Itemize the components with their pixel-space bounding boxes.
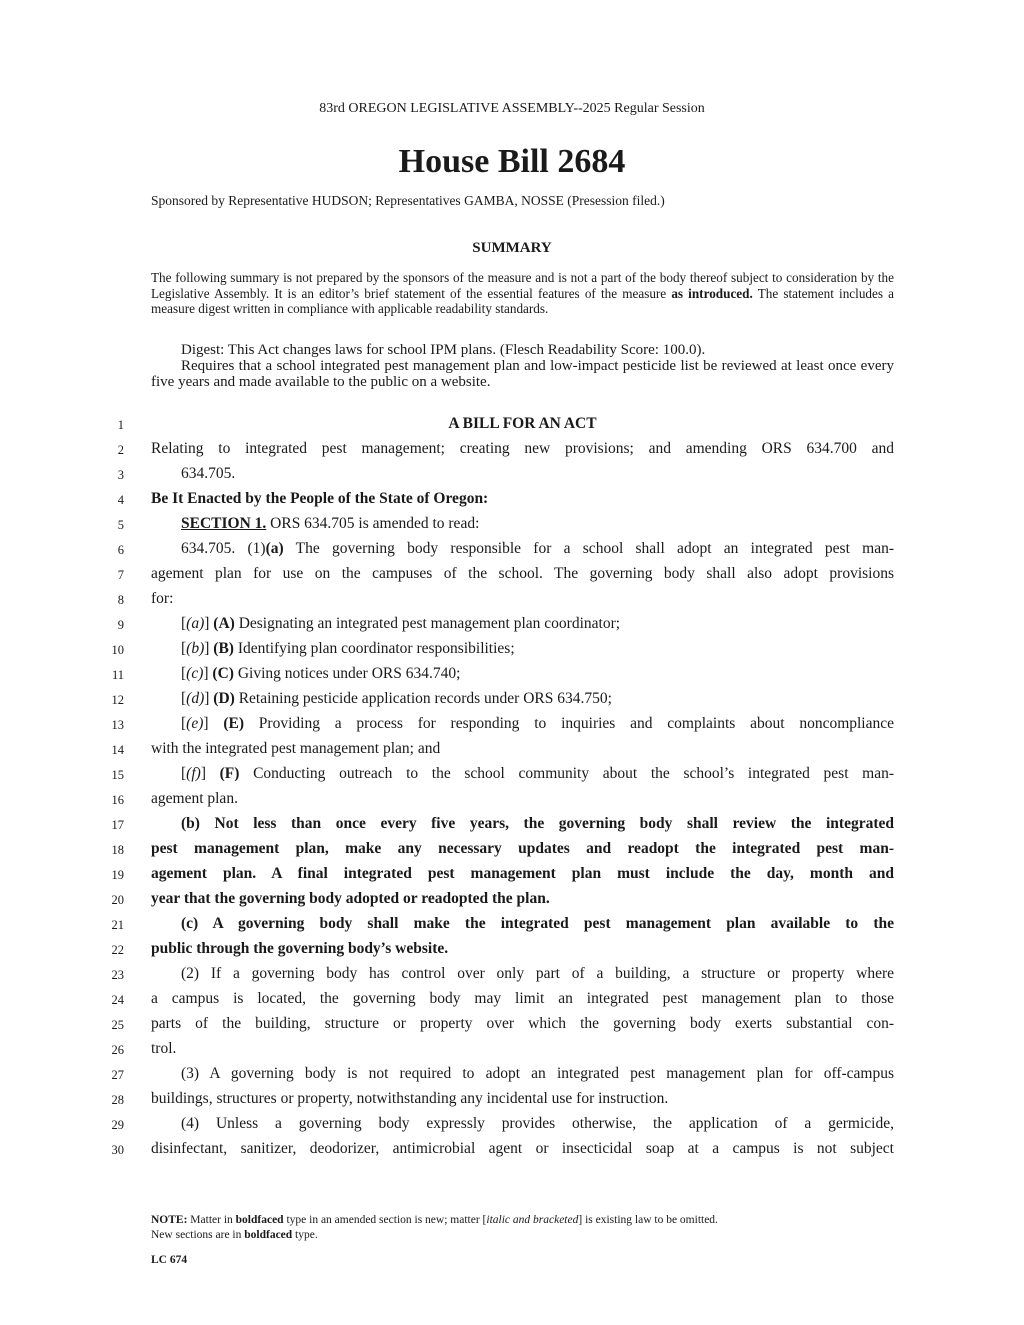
bill-line-21 <box>151 915 894 933</box>
summary-heading: SUMMARY <box>472 240 552 256</box>
bill-title: House Bill 2684 <box>398 143 626 180</box>
footer-note <box>151 1213 896 1243</box>
requires-line: Requires that a school integrated pest management plan and low-impact pesticide list be reviewed at least once every five years and made available to the public on a website. <box>151 358 894 390</box>
bill-line-21-text: (c) A governing body shall make the integrated pest management plan available to the <box>181 915 894 932</box>
line-number: 18 <box>111 843 124 857</box>
line-number: 24 <box>111 993 124 1007</box>
bill-line-17-text: (b) Not less than once every five years, the governing body shall review the integrated <box>181 815 894 832</box>
bill-line-6-a: 634.705. (1) <box>181 540 266 557</box>
bill-line-30: disinfectant, sanitizer, deodorizer, antimicrobial agent or insecticidal soap at a campus is not subject <box>151 1140 894 1157</box>
footer-note-line-2 <box>151 1228 896 1243</box>
line-number: 10 <box>111 643 124 657</box>
line-number: 7 <box>117 568 124 582</box>
bill-line-27: (3) A governing body is not required to adopt an integrated pest management plan for off-campus <box>181 1065 894 1082</box>
bill-line-12: [(d)] (D) Retaining pesticide application records under ORS 634.750; <box>181 690 612 707</box>
section-1-line <box>151 515 894 533</box>
bill-line-2: Relating to integrated pest management; creating new provisions; and amending ORS 634.700 and <box>151 440 894 457</box>
summary-paragraph <box>151 270 894 317</box>
bill-line-13: [(e)] (E) Providing a process for responding to inquiries and complaints about noncompliance <box>181 715 895 732</box>
bill-line-11-italic: (c) <box>186 665 204 682</box>
bill-heading <box>151 415 894 433</box>
note-bold-2: boldfaced <box>244 1229 293 1241</box>
section-1-text: ORS 634.705 is amended to read: <box>266 515 480 532</box>
footer-note-line-1 <box>151 1213 896 1228</box>
line-number: 20 <box>111 893 124 907</box>
bill-line-28: buildings, structures or property, notwithstanding any incidental use for instruction. <box>151 1090 669 1107</box>
bill-line-6 <box>151 540 894 558</box>
bill-line-9-bold: (A) <box>213 615 235 632</box>
line-number: 30 <box>111 1143 124 1157</box>
note-bold-1: boldfaced <box>235 1214 284 1226</box>
session-header: 83rd OREGON LEGISLATIVE ASSEMBLY--2025 Regular Session <box>319 101 705 116</box>
enacting-clause-text: Be It Enacted by the People of the State of Oregon: <box>151 490 489 507</box>
line-number: 13 <box>111 718 124 732</box>
bill-line-11-bold: (C) <box>212 665 234 682</box>
line-number: 28 <box>111 1093 124 1107</box>
line-number: 27 <box>111 1068 124 1082</box>
bill-heading-text: A BILL FOR AN ACT <box>448 415 597 432</box>
line-number: 19 <box>111 868 124 882</box>
bill-line-29: (4) Unless a governing body expressly provides otherwise, the application of a germicide, <box>181 1115 894 1132</box>
bill-line-19 <box>151 865 894 883</box>
bill-line-9-text: Designating an integrated pest management plan coordinator; <box>234 615 621 632</box>
section-1-label: SECTION 1. <box>181 515 267 532</box>
note-italic: italic and bracketed <box>486 1214 579 1226</box>
bill-line-10-bold: (B) <box>213 640 234 657</box>
line-number: 5 <box>117 518 124 532</box>
line-number: 25 <box>111 1018 124 1032</box>
bill-line-20 <box>151 890 894 908</box>
bill-line-19-text: agement plan. A final integrated pest management plan must include the day, month and <box>151 865 894 882</box>
bill-line-6-c: The governing body responsible for a school shall adopt an integrated pest man- <box>283 540 894 557</box>
line-number: 14 <box>111 743 124 757</box>
bill-line-23: (2) If a governing body has control over only part of a building, a structure or property where <box>181 965 894 982</box>
line-number: 4 <box>117 493 124 507</box>
bill-line-13-text: Providing a process for responding to inquiries and complaints about noncompliance <box>244 715 895 732</box>
summary-text-end: The statement includes a measure digest written in compliance with applicable readability standards. <box>151 285 894 317</box>
bill-line-8: for: <box>151 590 174 607</box>
bill-line-15-text: Conducting outreach to the school community about the school’s integrated pest man- <box>239 765 895 782</box>
bill-line-10: [(b)] (B) Identifying plan coordinator responsibilities; <box>181 640 515 657</box>
bill-line-3: 634.705. <box>181 465 236 482</box>
line-number: 16 <box>111 793 124 807</box>
bill-line-13-italic: (e) <box>186 715 204 732</box>
note-text-a: Matter in <box>187 1214 236 1226</box>
bill-line-12-text: Retaining pesticide application records under ORS 634.750; <box>234 690 612 707</box>
bill-line-12-bold: (D) <box>213 690 235 707</box>
bill-line-20-text: year that the governing body adopted or readopted the plan. <box>151 890 550 907</box>
line-number: 9 <box>117 618 124 632</box>
digest-line: Digest: This Act changes laws for school IPM plans. (Flesch Readability Score: 100.0). <box>181 342 706 358</box>
line-number: 12 <box>111 693 124 707</box>
bill-line-15: [(f)] (F) Conducting outreach to the school community about the school’s integrated pest man- <box>181 765 895 782</box>
bill-line-10-italic: (b) <box>186 640 205 657</box>
line-number: 22 <box>111 943 124 957</box>
line-number: 26 <box>111 1043 124 1057</box>
bill-line-12-italic: (d) <box>186 690 205 707</box>
line-number: 29 <box>111 1118 124 1132</box>
bill-line-11: [(c)] (C) Giving notices under ORS 634.740; <box>181 665 461 682</box>
bill-line-22-text: public through the governing body’s website. <box>151 940 449 957</box>
digest-block <box>151 342 894 390</box>
bill-line-26: trol. <box>151 1040 177 1057</box>
bill-line-25: parts of the building, structure or property over which the governing body exerts substantial con- <box>151 1015 894 1032</box>
bill-line-14: with the integrated pest management plan; and <box>151 740 441 757</box>
note-text-d: New sections are in <box>151 1229 245 1241</box>
line-number: 21 <box>111 918 124 932</box>
line-number: 3 <box>117 468 124 482</box>
line-number: 2 <box>117 443 124 457</box>
bill-line-22 <box>151 940 894 958</box>
bill-line-13-bold: (E) <box>223 715 245 732</box>
bill-line-6-b: (a) <box>265 540 284 557</box>
line-number: 23 <box>111 968 124 982</box>
bill-line-9: [(a)] (A) Designating an integrated pest management plan coordinator; <box>181 615 621 632</box>
bill-line-15-bold: (F) <box>219 765 240 782</box>
note-text-e: type. <box>292 1229 318 1241</box>
line-number: 17 <box>111 818 124 832</box>
bill-line-7: agement plan for use on the campuses of the school. The governing body shall also adopt provisions <box>151 565 894 582</box>
note-text-c: ] is existing law to be omitted. <box>578 1214 718 1226</box>
bill-line-24: a campus is located, the governing body may limit an integrated pest management plan to those <box>151 990 894 1007</box>
sponsor-line: Sponsored by Representative HUDSON; Representatives GAMBA, NOSSE (Presession filed.) <box>151 193 665 208</box>
line-number: 15 <box>111 768 124 782</box>
lc-number: LC 674 <box>151 1254 188 1266</box>
bill-line-11-text: Giving notices under ORS 634.740; <box>233 665 461 682</box>
bill-line-15-italic: (f) <box>186 765 201 782</box>
line-number: 8 <box>117 593 124 607</box>
line-number: 6 <box>117 543 124 557</box>
enacting-clause <box>151 490 894 508</box>
line-number: 11 <box>111 668 124 682</box>
summary-bold-text: as introduced. <box>671 285 753 301</box>
note-label: NOTE: <box>151 1214 188 1226</box>
line-number: 1 <box>117 418 124 432</box>
summary-text: The following summary is not prepared by the sponsors of the measure and is not a part of the body thereof subject to consideration by the Legislative Assembly. It is an editor’s brief statement of the essential features of the measure <box>151 270 894 301</box>
bill-line-18 <box>151 840 894 858</box>
bill-line-17 <box>151 815 894 833</box>
bill-line-10-text: Identifying plan coordinator responsibilities; <box>233 640 515 657</box>
bill-line-18-text: pest management plan, make any necessary updates and readopt the integrated pest man- <box>151 840 894 857</box>
bill-line-16: agement plan. <box>151 790 238 807</box>
note-text-b: type in an amended section is new; matter [ <box>283 1214 487 1226</box>
bill-line-9-italic: (a) <box>186 615 205 632</box>
